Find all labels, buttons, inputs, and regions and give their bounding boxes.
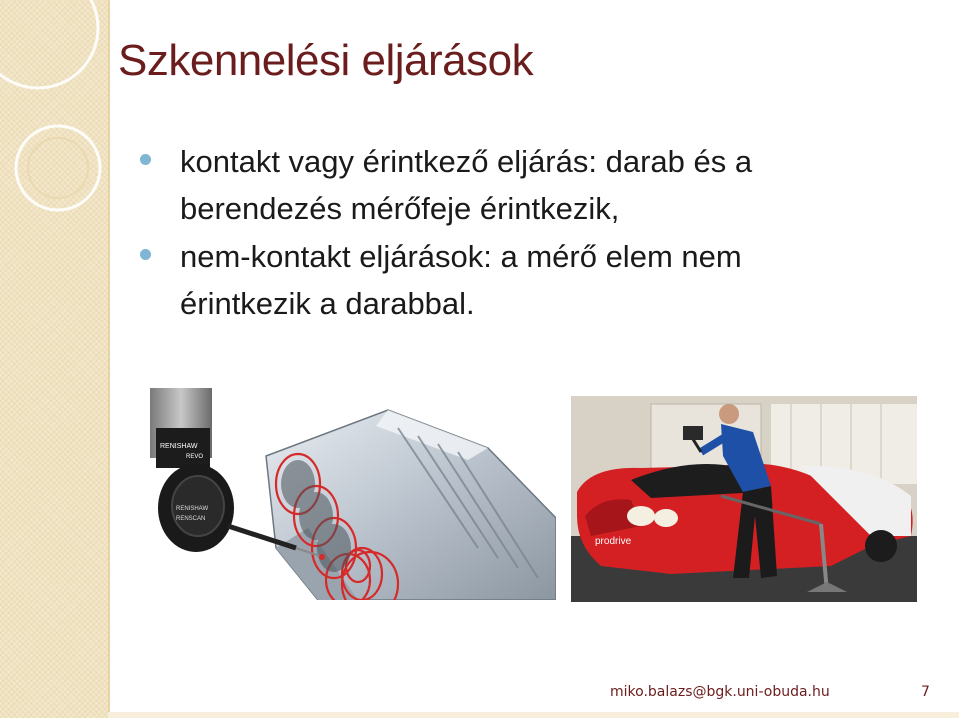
probe-model-text: REVO [186,454,204,460]
probe-scan-brand-text: RENISHAW [176,506,209,512]
bullet-dot-icon [140,154,151,165]
decorative-circles [0,0,140,220]
bullet-dot-icon [140,249,151,260]
engine-probe-image [148,388,556,600]
probe-brand-text: RENISHAW [160,443,198,450]
bullet-text: nem-kontakt eljárások: a mérő elem nem érintkezik a darabbal. [180,239,742,321]
probe-scan-model-text: RENSCAN [176,516,206,522]
page-number: 7 [921,684,930,700]
car-brand-text: prodrive [595,536,632,547]
bullet-item [140,138,840,232]
bullet-text: kontakt vagy érintkező eljárás: darab és a berendezés mérőfeje érintkezik, [180,144,753,226]
footer-email: miko.balazs@bgk.uni-obuda.hu [610,684,830,700]
bullet-item [140,233,840,327]
bottom-band [108,712,959,718]
car-scanning-image [571,396,917,602]
slide-title: Szkennelési eljárások [118,36,534,85]
bullet-list [140,138,840,328]
